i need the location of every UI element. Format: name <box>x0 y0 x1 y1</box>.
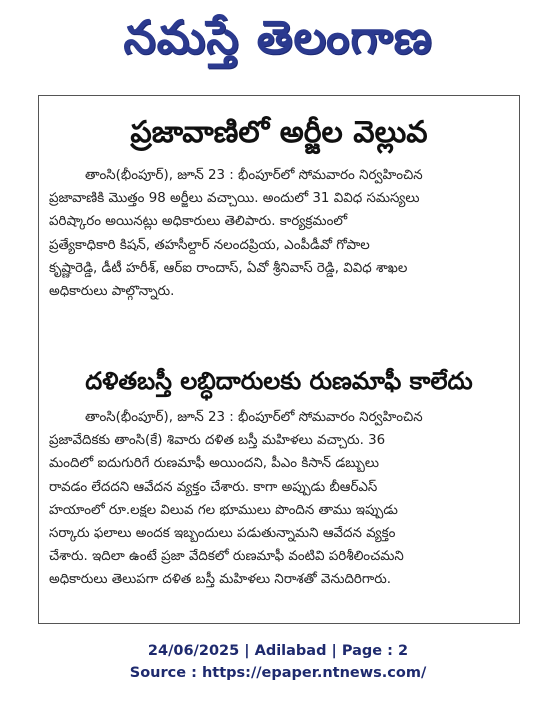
article-line: ప్రత్యేకాధికారి కిషన్, తహసీల్దార్ నలందప్రియ, ఎంపీడీవో గోపాల <box>49 237 370 253</box>
clipping-footer <box>0 640 556 684</box>
article-line: చేశారు. ఇదిలా ఉంటే ప్రజా వేదికలో రుణమాఫీ వంటివి పరిశీలించమని <box>49 549 404 565</box>
article-headline: ప్రజావాణిలో అర్జీల వెల్లువ <box>130 115 428 150</box>
article-line: ప్రజావాణికి మొత్తం 98 అర్జీలు వచ్చాయి. అందులో 31 వివిధ సమస్యలు <box>49 191 420 207</box>
article-line: అధికారులు పాల్గొన్నారు. <box>49 284 175 300</box>
edition-info: 24/06/2025 | Adilabad | Page : 2 <box>147 643 409 659</box>
article-body <box>49 406 509 592</box>
article-line: పరిష్కారం అయినట్లు అధికారులు తెలిపారు. కార్యక్రమంలో <box>49 214 348 230</box>
article <box>39 358 519 592</box>
article-line: సర్కారు ఫలాలు అందక ఇబ్బందులు పడుతున్నామని ఆవేదన వ్యక్తం <box>49 526 396 542</box>
article <box>39 96 519 303</box>
article-headline: దళితబస్తీ లబ్ధిదారులకు రుణమాఫీ కాలేదు <box>85 367 473 395</box>
article-line: కృష్ణారెడ్డి, డీటీ హరీశ్, ఆర్ఐ రాందాస్, ఏవో శ్రీనివాస్ రెడ్డి, వివిధ శాఖల <box>49 260 408 276</box>
article-line: తాంసి(భీంపూర్), జూన్ 23 : భీంపూర్‌లో సోమవారం నిర్వహించిన <box>85 410 423 425</box>
article-line: ప్రజావేదికకు తాంసి(కే) శివారు దళిత బస్తీ మహిళలు వచ్చారు. 36 <box>49 433 386 449</box>
newspaper-title: నమస్తే తెలంగాణ <box>123 10 433 64</box>
article-line: హయాంలో రూ.లక్షల విలువ గల భూములు పొందిన తాము ఇప్పుడు <box>49 502 398 518</box>
article-line: తాంసి(భీంపూర్), జూన్ 23 : భీంపూర్‌లో సోమవారం నిర్వహించిన <box>85 168 423 183</box>
article-body <box>49 164 509 303</box>
article-line: మందిలో ఐదుగురిగే రుణమాఫీ అయిందని, పీఎం కిసాన్ డబ్బులు <box>49 456 379 472</box>
article-line: రావడం లేదదని ఆవేదన వ్యక్తం చేశారు. కాగా అప్పుడు బీఆర్ఎస్ <box>49 479 378 495</box>
article-line: అధికారులు తెలుపగా దళిత బస్తీ మహిళలు నిరాశతో వెనుదిరిగారు. <box>49 572 392 588</box>
source-info: Source : https://epaper.ntnews.com/ <box>129 665 427 681</box>
masthead <box>0 0 556 86</box>
article-clipping <box>38 95 520 624</box>
